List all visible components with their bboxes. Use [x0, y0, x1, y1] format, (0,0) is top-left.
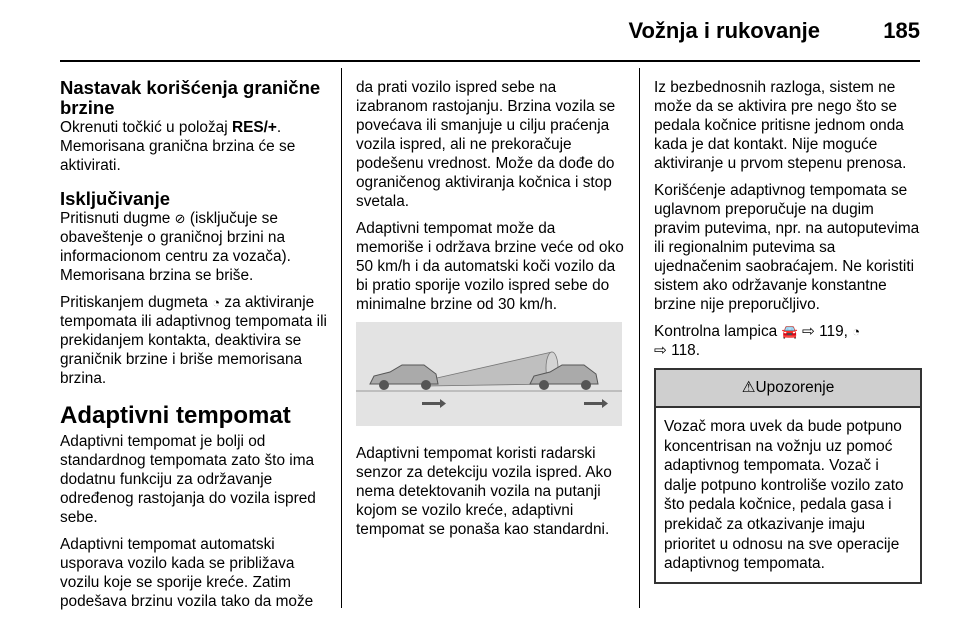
header-rule	[60, 60, 920, 62]
warning-header: ⚠Upozorenje	[656, 370, 920, 408]
running-title: Vožnja i rukovanje	[628, 18, 820, 43]
column-divider	[639, 68, 640, 608]
page-number: 185	[883, 18, 920, 43]
paragraph: Adaptivni tempomat koristi radarski senzor za detekciju vozila ispred. Ako nema detektovanih vozila na putanji kojom se vozilo kreće, adaptivni tempomat se ponaša kao standardni.	[356, 445, 612, 538]
paragraph: Korišćenje adaptivnog tempomata se uglavnom preporučuje na dugim pravim putevima, npr. na autoputevima ili regionalnim putevima sa ujednačenim saobraćajem. Ne koristiti sistem ako održavanje konstantne brzine nije preporučljivo.	[654, 182, 920, 313]
page-reference-arrow-icon: ⇨	[654, 342, 667, 359]
heading-adaptive-cruise-control: Adaptivni tempomat	[60, 402, 291, 429]
radar-illustration	[356, 322, 622, 426]
paragraph: Adaptivni tempomat može da memoriše i održava brzine veće od oko 50 km/h i da automatski koči vozilo da bi pratio sporije vozilo ispred sebe do minimalne brzine od 30 km/h.	[356, 220, 624, 313]
column-1	[60, 78, 328, 619]
paragraph: Pritisnuti dugme ⊘ (isključuje se obaveštenje o graničnoj brzini na informacionom centru za vozača). Memorisana brzina se briše.	[60, 210, 291, 284]
paragraph: Adaptivni tempomat automatski usporava vozilo kada se približava vozilu koje se sporije kreće. Zatim podešava brzinu vozila tako da može	[60, 536, 314, 610]
heading-continue-speed-limit: Nastavak korišćenja granične brzine	[60, 77, 321, 118]
paragraph: Adaptivni tempomat je bolji od standardnog tempomata zato što ima dodatnu funkciju za održavanje određenog rastojanja do vozila ispred sebe.	[60, 433, 316, 526]
page-reference-arrow-icon: ⇨	[801, 323, 815, 340]
paragraph: Kontrolna lampica 🚘 ⇨ 119, ◔ ⇨ 118.	[654, 323, 861, 359]
warning-box	[654, 368, 922, 584]
warning-text: Vozač mora uvek da bude potpuno koncentrisan na vožnju uz pomoć adaptivnog tempomata. Vozač i dalje potpuno kontroliše vozilo zato što pedala kočnice, pedala gasa i prekidač za otkazivanje imaju prioritet u odnosu na sve operacije adaptivnog tempomata.	[664, 418, 904, 573]
column-divider	[341, 68, 342, 608]
paragraph: Iz bezbednosnih razloga, sistem ne može da se aktivira pre nego što se pedala kočnice pritisne jednom onda kada je dat kontakt. Nije moguće aktiviranje u prvom stepenu prenosa.	[654, 79, 907, 172]
page-header	[60, 0, 920, 62]
paragraph: Pritiskanjem dugmeta ◔ za aktiviranje tempomata ili adaptivnog tempomata ili prekidanjem kontakta, deaktivira se graničnik brzine i briše memorisana brzina.	[60, 294, 327, 387]
heading-deactivation: Isključivanje	[60, 188, 171, 209]
column-3	[654, 78, 922, 584]
paragraph: Okrenuti točkić u položaj RES/+. Memorisana granična brzina će se aktivirati.	[60, 119, 296, 174]
paragraph: da prati vozilo ispred sebe na izabranom rastojanju. Brzina vozila se povećava ili smanjuje u cilju praćenja vozila ispred, ali ne prekoračuje podešenu vrednost. Može da dođe do ograničenog aktiviranja kočnica i stop svetala.	[356, 79, 616, 210]
speed-limiter-off-icon: ⊘	[174, 211, 186, 226]
cruise-control-icon: ◔	[852, 324, 861, 339]
column-2	[356, 78, 626, 547]
cruise-control-icon: ◔	[212, 295, 221, 310]
warning-triangle-icon: ⚠	[741, 379, 756, 396]
car-indicator-icon: 🚘	[781, 324, 798, 339]
